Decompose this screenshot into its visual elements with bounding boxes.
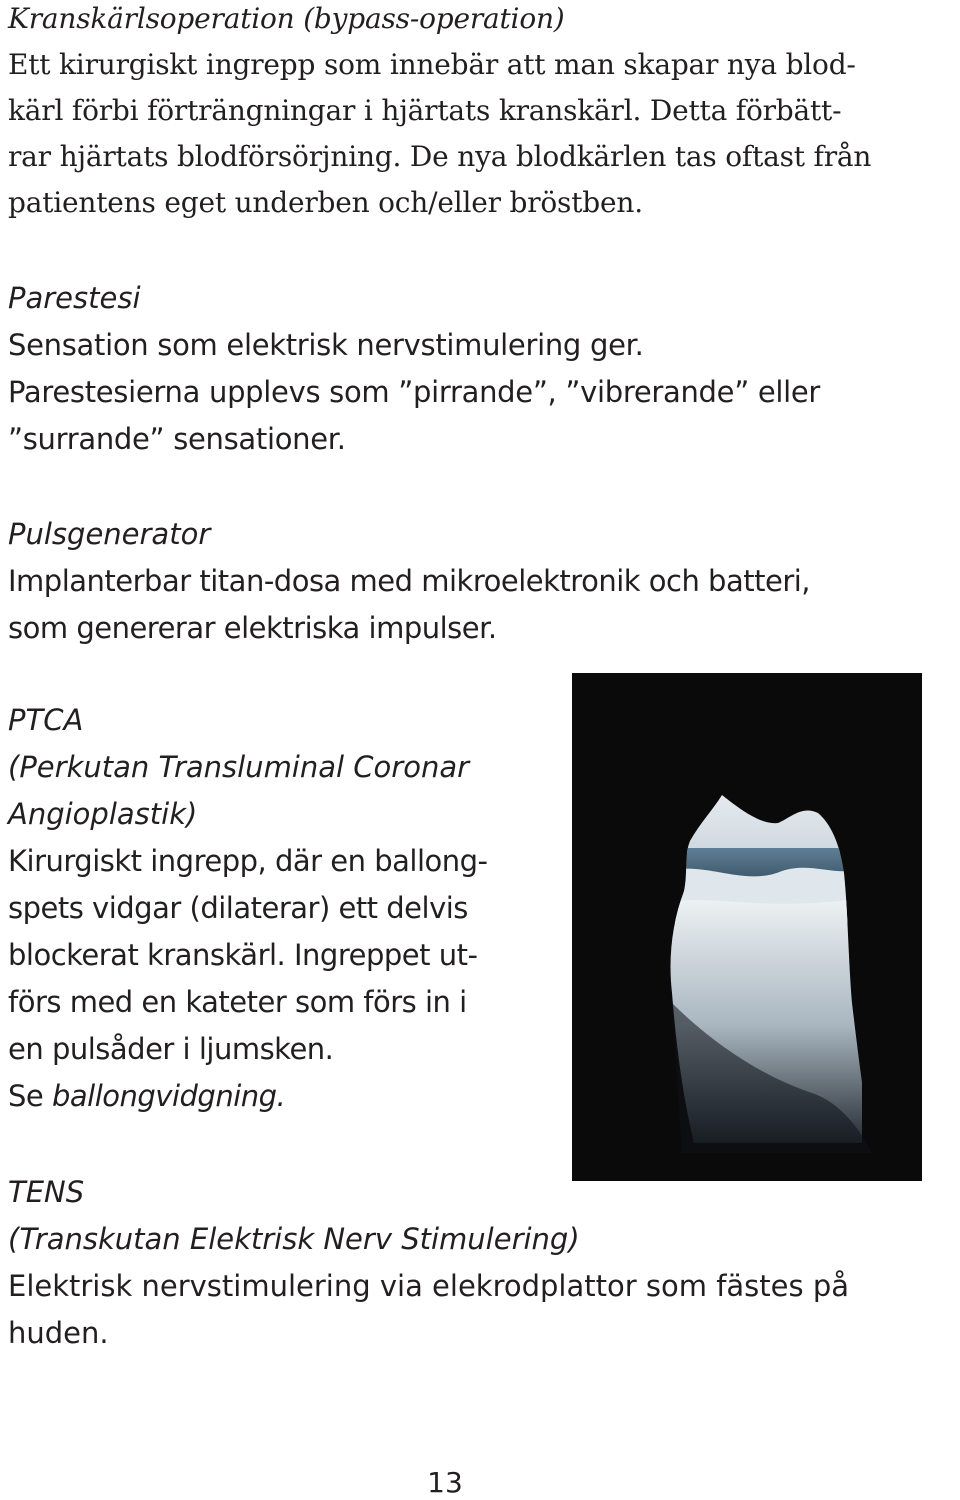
term-ptca: PTCA [8, 703, 84, 737]
definition-line: blockerat kranskärl. Ingreppet ut- [8, 938, 478, 972]
entry-tens [8, 1169, 849, 1357]
entry-ptca [8, 697, 488, 1120]
definition-line: en pulsåder i ljumsken. [8, 1032, 334, 1066]
entry-parestesi [8, 275, 820, 463]
definition-line: rar hjärtats blodförsörjning. De nya blodkärlen tas oftast från [8, 140, 872, 173]
definition-line: Parestesierna upplevs som ”pirrande”, ”vibrerande” eller [8, 375, 821, 409]
definition-line: Implanterbar titan-dosa med mikroelektronik och batteri, [8, 564, 811, 598]
definition-line: huden. [8, 1316, 109, 1350]
definition-line: ”surrande” sensationer. [8, 422, 346, 456]
definition-line: förs med en kateter som förs in i [8, 985, 467, 1019]
entry-pulsgenerator [8, 511, 810, 652]
see-also-reference: ballongvidgning. [51, 1079, 286, 1113]
cave-sea-photo [572, 673, 922, 1181]
definition-line: som genererar elektriska impulser. [8, 611, 497, 645]
definition-line: kärl förbi förträngningar i hjärtats kranskärl. Detta förbätt- [8, 94, 842, 127]
definition-line: Elektrisk nervstimulering via elekrodplattor som fästes på [8, 1269, 850, 1303]
term-tens: TENS [8, 1175, 85, 1209]
term-parestesi: Parestesi [8, 281, 141, 315]
see-also-prefix: Se [8, 1079, 52, 1113]
subterm-tens: (Transkutan Elektrisk Nerv Stimulering) [8, 1222, 580, 1256]
definition-line: patientens eget underben och/eller bröstben. [8, 186, 643, 219]
page-number: 13 [427, 1466, 463, 1499]
term-bypass: Kranskärlsoperation (bypass-operation) [8, 2, 565, 35]
definition-line: spets vidgar (dilaterar) ett delvis [8, 891, 468, 925]
term-pulsgenerator: Pulsgenerator [8, 517, 211, 551]
entry-bypass [8, 0, 871, 226]
see-also-line [8, 1073, 488, 1120]
definition-line: Ett kirurgiskt ingrepp som innebär att man skapar nya blod- [8, 48, 856, 81]
subterm-ptca-line: Angioplastik) [8, 797, 198, 831]
definition-line: Kirurgiskt ingrepp, där en ballong- [8, 844, 488, 878]
cave-sea-illustration [572, 673, 922, 1181]
subterm-ptca-line: (Perkutan Transluminal Coronar [8, 750, 470, 784]
definition-line: Sensation som elektrisk nervstimulering ger. [8, 328, 644, 362]
